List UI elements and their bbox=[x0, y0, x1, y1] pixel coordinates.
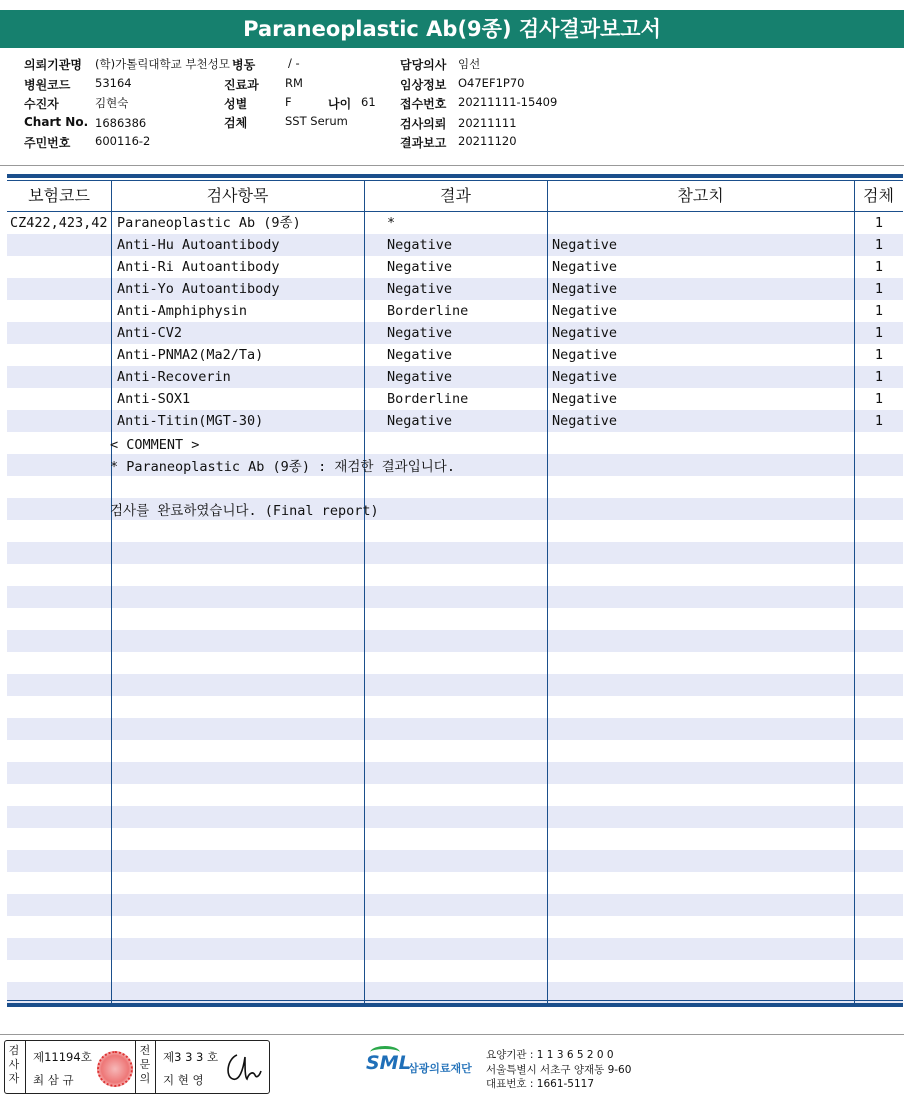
sex-value: F bbox=[285, 95, 292, 109]
specimen-cell: 1 bbox=[874, 413, 883, 429]
logo-org-name: 삼광의료재단 bbox=[408, 1062, 472, 1075]
patient-info bbox=[0, 52, 904, 162]
col-divider-2 bbox=[364, 180, 365, 1006]
reference-cell: Negative bbox=[552, 347, 618, 363]
test-item-cell: Anti-Titin(MGT-30) bbox=[117, 413, 264, 429]
result-cell: Negative bbox=[387, 325, 453, 341]
specimen-value: SST Serum bbox=[285, 114, 348, 128]
header-item: 검사항목 bbox=[206, 186, 269, 205]
result-cell: Negative bbox=[387, 281, 453, 297]
ward-value: / - bbox=[288, 56, 300, 70]
header-reference: 참고치 bbox=[677, 186, 724, 205]
test-item-cell: Anti-Ri Autoantibody bbox=[117, 259, 280, 275]
row-stripe bbox=[7, 630, 903, 652]
report-date-label: 결과보고 bbox=[400, 136, 447, 150]
results-table bbox=[7, 174, 903, 1010]
clinical-value: O47EF1P70 bbox=[458, 76, 525, 90]
result-cell: Negative bbox=[387, 369, 453, 385]
institution-label: 의뢰기관명 bbox=[24, 58, 82, 72]
col-divider-1 bbox=[111, 180, 112, 1006]
table-top-border bbox=[7, 174, 903, 178]
rrn-value: 600116-2 bbox=[95, 134, 151, 148]
signature-divider bbox=[155, 1041, 156, 1093]
clinical-label: 임상정보 bbox=[400, 78, 447, 92]
institution-code: 요양기관 : 1 1 3 6 5 2 0 0 bbox=[486, 1049, 614, 1061]
row-stripe bbox=[7, 894, 903, 916]
specimen-cell: 1 bbox=[874, 325, 883, 341]
specimen-cell: 1 bbox=[874, 369, 883, 385]
test-item-cell: Anti-Yo Autoantibody bbox=[117, 281, 280, 297]
header-divider bbox=[0, 165, 904, 166]
institution-value: (학)가톨릭대학교 부천성모 bbox=[95, 57, 230, 71]
specimen-cell: 1 bbox=[874, 237, 883, 253]
seal-icon bbox=[97, 1051, 133, 1087]
table-bottom-border bbox=[7, 1003, 903, 1007]
specimen-cell: 1 bbox=[874, 303, 883, 319]
header-specimen: 검체 bbox=[863, 186, 894, 205]
lab-phone: 대표번호 : 1661-5117 bbox=[486, 1078, 595, 1090]
report-title: Paraneoplastic Ab(9종) 검사결과보고서 bbox=[0, 10, 904, 48]
result-cell: Negative bbox=[387, 259, 453, 275]
specialist-license-no: 제3 3 3 호 bbox=[163, 1050, 219, 1064]
tester-name: 최 삼 규 bbox=[33, 1073, 74, 1087]
reference-cell: Negative bbox=[552, 325, 618, 341]
report-date-value: 20211120 bbox=[458, 134, 517, 148]
sex-label: 성별 bbox=[224, 97, 248, 111]
signature-box bbox=[4, 1040, 270, 1094]
receipt-value: 20211111-15409 bbox=[458, 95, 558, 109]
row-stripe bbox=[7, 762, 903, 784]
lab-address: 서울특별시 서초구 양재동 9-60 bbox=[486, 1064, 632, 1076]
rrn-label: 주민번호 bbox=[24, 136, 71, 150]
result-cell: Negative bbox=[387, 347, 453, 363]
reference-cell: Negative bbox=[552, 281, 618, 297]
test-item-cell: Anti-Hu Autoantibody bbox=[117, 237, 280, 253]
reference-cell: Negative bbox=[552, 391, 618, 407]
col-divider-3 bbox=[547, 180, 548, 1006]
final-report-line: 검사를 완료하였습니다. (Final report) bbox=[110, 503, 379, 519]
patient-label: 수진자 bbox=[24, 97, 59, 111]
result-cell: Borderline bbox=[387, 391, 469, 407]
reference-cell: Negative bbox=[552, 259, 618, 275]
chart-value: 1686386 bbox=[95, 116, 147, 130]
result-cell: * bbox=[387, 215, 396, 231]
specimen-cell: 1 bbox=[874, 391, 883, 407]
signature-icon bbox=[223, 1049, 263, 1085]
request-label: 검사의뢰 bbox=[400, 117, 447, 131]
signature-divider bbox=[25, 1041, 26, 1093]
comment-header: < COMMENT > bbox=[110, 437, 200, 453]
hospital-code-value: 53164 bbox=[95, 76, 132, 90]
col-divider-4 bbox=[854, 180, 855, 1006]
age-label: 나이 bbox=[328, 97, 352, 111]
request-value: 20211111 bbox=[458, 116, 517, 130]
test-item-cell: Anti-SOX1 bbox=[117, 391, 191, 407]
tester-license-no: 제11194호 bbox=[33, 1050, 92, 1064]
row-stripe bbox=[7, 586, 903, 608]
ward-label: 병동 bbox=[232, 58, 256, 72]
age-value: 61 bbox=[361, 95, 376, 109]
specimen-cell: 1 bbox=[874, 259, 883, 275]
chart-label: Chart No. bbox=[24, 115, 89, 129]
dept-label: 진료과 bbox=[224, 78, 259, 92]
row-stripe bbox=[7, 542, 903, 564]
comment-line: * Paraneoplastic Ab (9종) : 재검한 결과입니다. bbox=[110, 459, 455, 475]
specimen-label: 검체 bbox=[224, 116, 248, 130]
reference-cell: Negative bbox=[552, 413, 618, 429]
row-stripe bbox=[7, 850, 903, 872]
row-stripe bbox=[7, 718, 903, 740]
test-item-cell: Paraneoplastic Ab (9종) bbox=[117, 215, 301, 231]
header-result: 결과 bbox=[440, 186, 471, 205]
specimen-cell: 1 bbox=[874, 281, 883, 297]
specimen-cell: 1 bbox=[874, 215, 883, 231]
reference-cell: Negative bbox=[552, 369, 618, 385]
test-item-cell: Anti-CV2 bbox=[117, 325, 183, 341]
signature-divider bbox=[135, 1041, 136, 1093]
specimen-cell: 1 bbox=[874, 347, 883, 363]
receipt-label: 접수번호 bbox=[400, 97, 447, 111]
row-stripe bbox=[7, 938, 903, 960]
doctor-label: 담당의사 bbox=[400, 58, 447, 72]
table-bottom-inner-border bbox=[7, 1000, 903, 1001]
insurance-code-cell: CZ422,423,42 bbox=[10, 215, 108, 231]
test-item-cell: Anti-Recoverin bbox=[117, 369, 231, 385]
test-item-cell: Anti-Amphiphysin bbox=[117, 303, 248, 319]
patient-value: 김현숙 bbox=[95, 96, 129, 110]
test-item-cell: Anti-PNMA2(Ma2/Ta) bbox=[117, 347, 264, 363]
tester-vertical-label: 검사자 bbox=[8, 1044, 20, 1085]
header-code: 보험코드 bbox=[28, 186, 90, 205]
dept-value: RM bbox=[285, 76, 303, 90]
reference-cell: Negative bbox=[552, 237, 618, 253]
specialist-name: 지 현 영 bbox=[163, 1073, 204, 1087]
hospital-code-label: 병원코드 bbox=[24, 78, 71, 92]
specialist-vertical-label: 전문의 bbox=[139, 1044, 151, 1085]
result-cell: Borderline bbox=[387, 303, 469, 319]
reference-cell: Negative bbox=[552, 303, 618, 319]
doctor-value: 임선 bbox=[458, 57, 481, 71]
sml-logo bbox=[366, 1046, 476, 1086]
logo-text: SML bbox=[366, 1052, 411, 1074]
row-stripe bbox=[7, 674, 903, 696]
row-stripe bbox=[7, 806, 903, 828]
result-cell: Negative bbox=[387, 413, 453, 429]
footer-divider bbox=[0, 1034, 904, 1035]
table-top-inner-border bbox=[7, 180, 903, 181]
result-cell: Negative bbox=[387, 237, 453, 253]
